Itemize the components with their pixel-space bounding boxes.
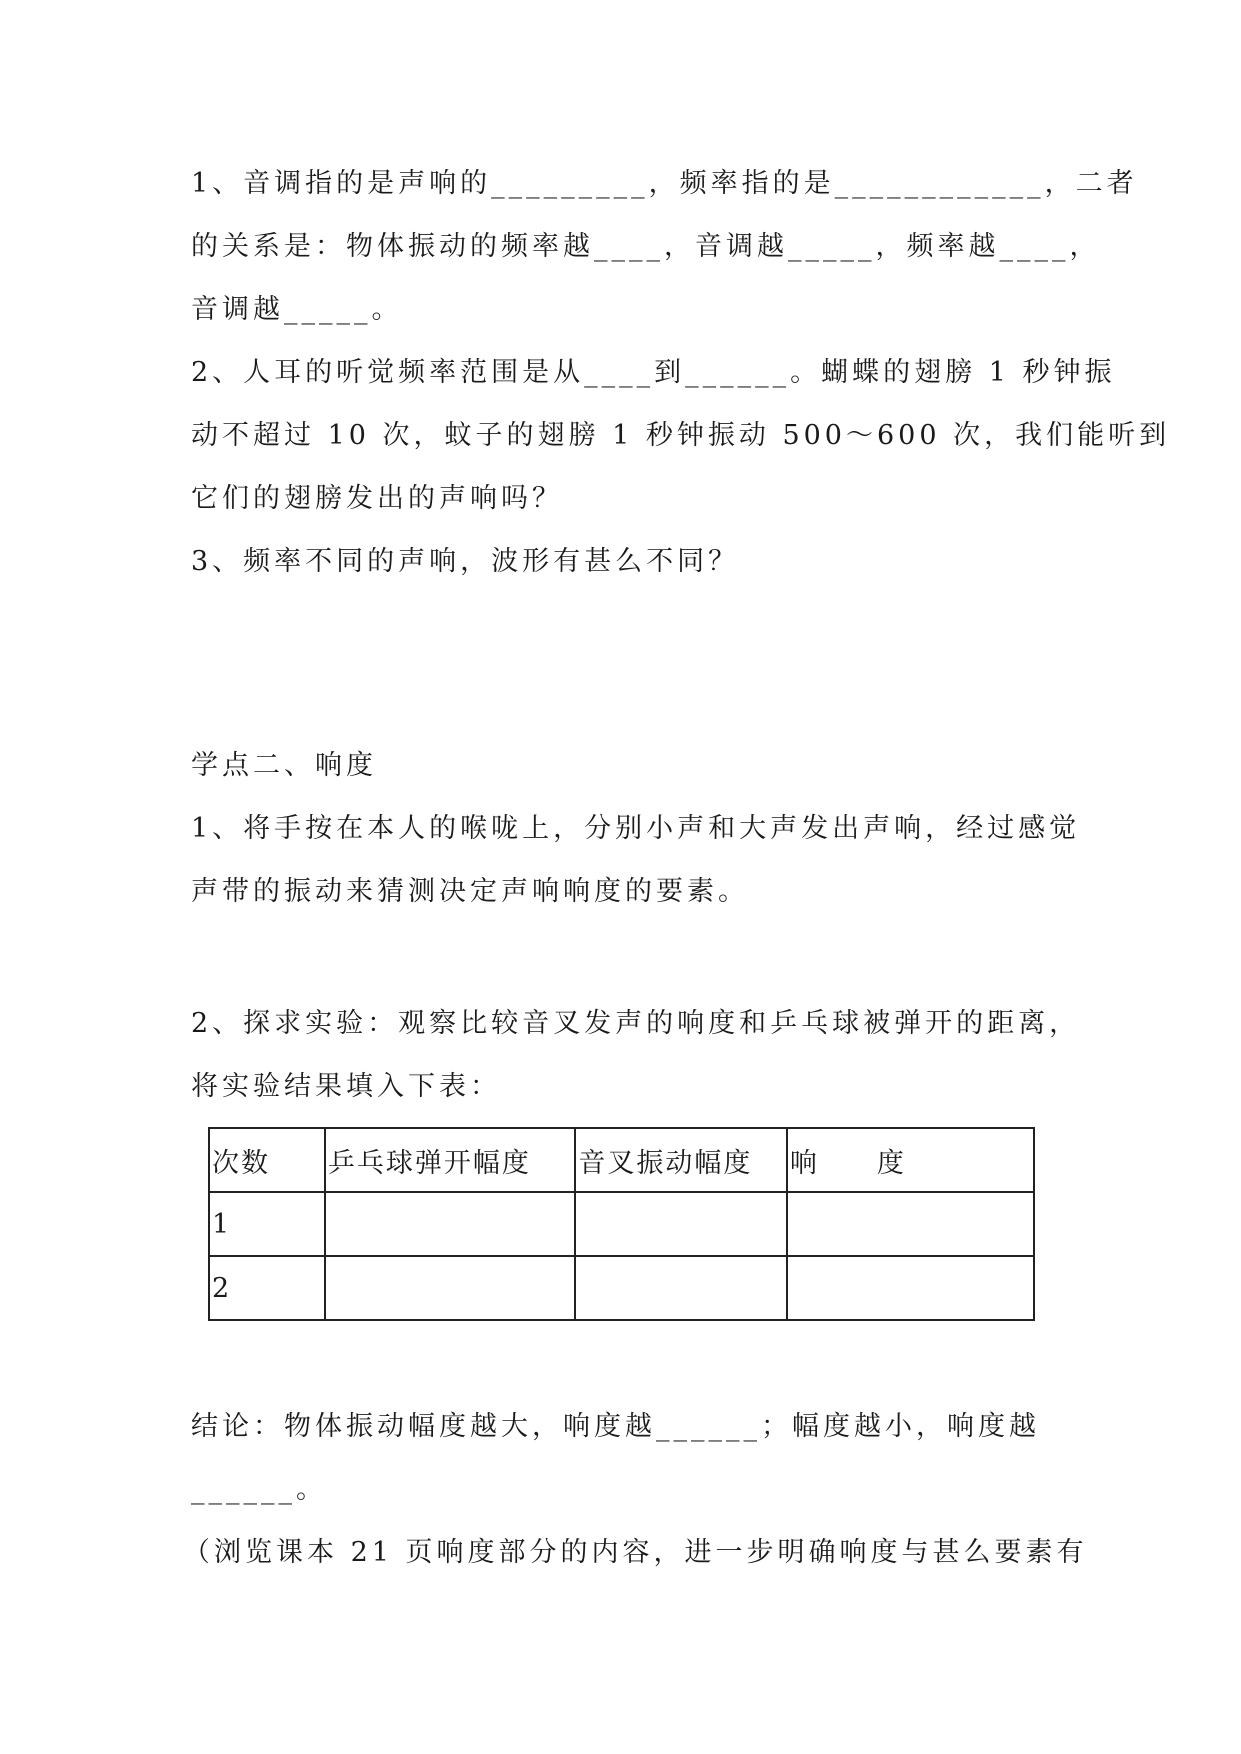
question-2-line-3: 它们的翅膀发出的声响吗？ <box>191 483 563 514</box>
table-cell[interactable] <box>575 1256 786 1320</box>
table-header-cell: 音叉振动幅度 <box>575 1128 786 1192</box>
table-cell: 1 <box>209 1192 325 1256</box>
table-row <box>209 1256 1034 1320</box>
item-2-line-1: 2、探求实验：观察比较音叉发声的响度和乒乓球被弹开的距离， <box>191 1008 1081 1039</box>
question-1-line-3: 音调越_____。 <box>191 294 403 325</box>
item-1-line-2: 声带的振动来猜测决定声响响度的要素。 <box>191 876 749 907</box>
table-cell[interactable] <box>787 1256 1034 1320</box>
question-3-line: 3、频率不同的声响，波形有甚么不同？ <box>191 546 740 577</box>
table-cell[interactable] <box>325 1256 576 1320</box>
item-2-line-2: 将实验结果填入下表： <box>191 1071 501 1102</box>
question-2-line-1: 2、人耳的听觉频率范围是从____到______。蝴蝶的翅膀 1 秒钟振 <box>191 357 1116 388</box>
conclusion-line-1: 结论：物体振动幅度越大，响度越______；幅度越小，响度越 <box>191 1411 1040 1442</box>
question-2-line-2: 动不超过 10 次，蚊子的翅膀 1 秒钟振动 500～600 次，我们能听到 <box>191 420 1171 451</box>
section-heading: 学点二、响度 <box>191 750 377 781</box>
table-cell[interactable] <box>575 1192 786 1256</box>
question-1-line-2: 的关系是：物体振动的频率越____，音调越_____，频率越____， <box>191 231 1101 262</box>
reading-note-line: （浏览课本 21 页响度部分的内容，进一步明确响度与甚么要素有 <box>183 1537 1088 1568</box>
table-row <box>209 1192 1034 1256</box>
item-1-line-1: 1、将手按在本人的喉咙上，分别小声和大声发出声响，经过感觉 <box>191 813 1081 844</box>
table-header-row <box>209 1128 1034 1192</box>
question-1-line-1: 1、音调指的是声响的_________，频率指的是____________，二者 <box>191 168 1138 199</box>
table-header-cell: 乒乓球弹开幅度 <box>325 1128 576 1192</box>
table-header-cell: 响 度 <box>787 1128 1034 1192</box>
table-header-cell: 次数 <box>209 1128 325 1192</box>
table-cell: 2 <box>209 1256 325 1320</box>
table-cell[interactable] <box>325 1192 576 1256</box>
experiment-table <box>208 1127 1035 1321</box>
table-cell[interactable] <box>787 1192 1034 1256</box>
conclusion-line-2: ______。 <box>191 1474 327 1505</box>
